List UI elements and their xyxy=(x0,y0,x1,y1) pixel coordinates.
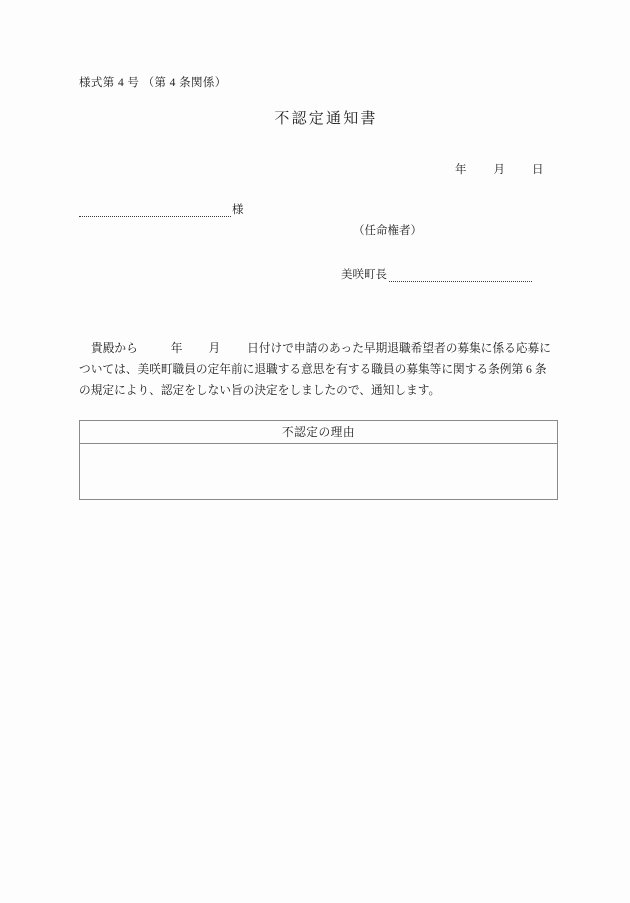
date-year-label: 年 xyxy=(455,164,467,176)
body-line-2: ついては、美咲町職員の定年前に退職する意思を有する職員の募集等に関する条例第 6 条 xyxy=(79,363,547,376)
body-line-3: の規定により、認定をしない旨の決定をしましたので、通知します。 xyxy=(79,384,441,397)
date-day-label: 日 xyxy=(532,164,544,176)
body-month-label: 月 xyxy=(208,342,221,355)
reason-table-header: 不認定の理由 xyxy=(80,421,558,444)
addressee-line xyxy=(79,201,244,217)
signer-line xyxy=(341,266,532,282)
addressee-honorific: 様 xyxy=(232,204,244,216)
form-number: 様式第 4 号 （第 4 条関係） xyxy=(79,77,227,89)
body-line-1 xyxy=(79,338,558,359)
body-paragraph xyxy=(79,338,558,401)
body-line-1-segment-1: 貴殿から xyxy=(91,342,138,355)
body-line-1-segment-4: 日付けで申請のあった早期退職希望者の募集に係る応募に xyxy=(247,342,551,355)
appointer-label: （任命権者） xyxy=(353,225,422,237)
date-line xyxy=(455,161,544,177)
date-month-label: 月 xyxy=(493,164,505,176)
signer-fill-in-blank[interactable] xyxy=(389,270,532,282)
signer-title: 美咲町長 xyxy=(341,269,387,281)
addressee-fill-in-blank[interactable] xyxy=(79,205,231,217)
document-title: 不認定通知書 xyxy=(274,111,378,127)
table-row xyxy=(80,444,558,500)
reason-table xyxy=(79,420,558,500)
table-header-row xyxy=(80,421,558,444)
body-year-label: 年 xyxy=(170,342,183,355)
reason-table-input-cell[interactable] xyxy=(80,444,558,500)
